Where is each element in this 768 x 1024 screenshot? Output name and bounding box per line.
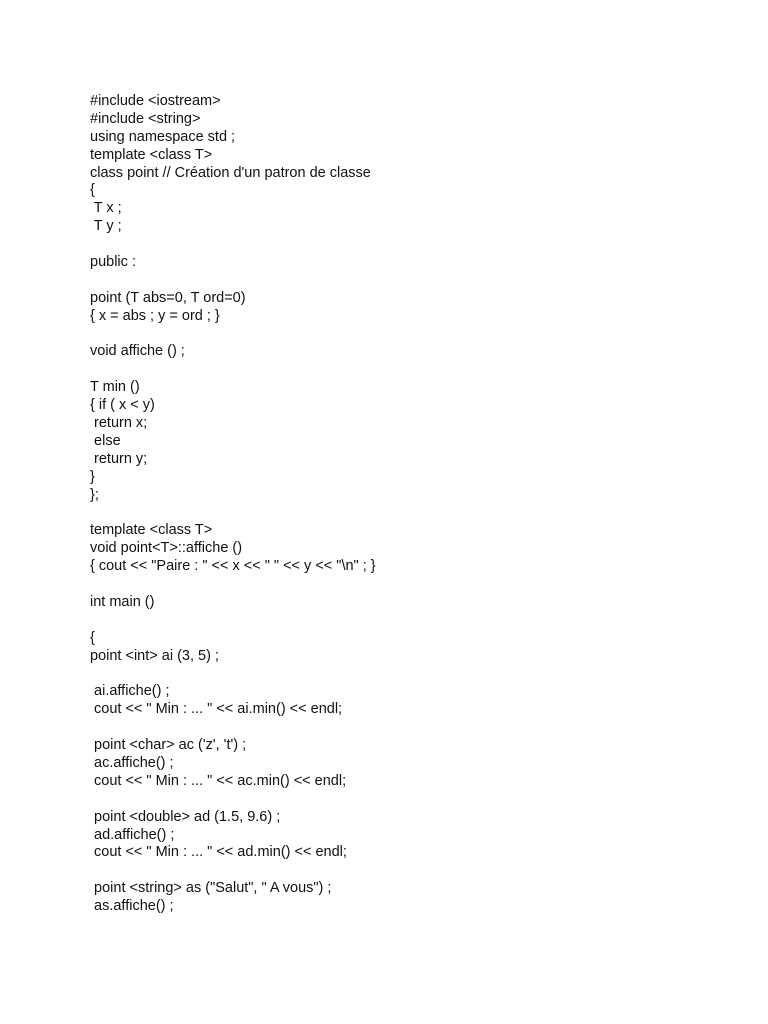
code-line: point <double> ad (1.5, 9.6) ; [90,808,281,825]
blank-line [90,576,376,594]
blank-line [90,326,376,344]
code-line: { [90,182,95,199]
code-line: public : [90,254,136,271]
code-line: #include <iostream> [90,93,221,109]
blank-line [90,272,376,290]
blank-line [90,612,376,630]
code-line: point <string> as ("Salut", " A vous") ; [90,880,332,897]
code-line: template <class T> [90,146,213,163]
blank-line [90,719,376,737]
code-line: ad.affiche() ; [90,826,175,843]
code-line: }; [90,486,99,503]
code-line: #include <string> [90,110,201,127]
blank-line [90,666,376,684]
code-line: { if ( x < y) [90,397,155,414]
blank-line [90,862,376,880]
code-line: point <int> ai (3, 5) ; [90,647,219,664]
code-line: T y ; [90,218,122,235]
blank-line [90,236,376,254]
code-line: void point<T>::affiche () [90,540,243,557]
code-line: { x = abs ; y = ord ; } [90,307,220,324]
code-line: cout << " Min : ... " << ac.min() << endl; [90,772,347,789]
code-line: as.affiche() ; [90,898,174,915]
code-line: class point // Création d'un patron de classe [90,164,371,181]
code-line: T min () [90,379,140,396]
code-line: cout << " Min : ... " << ai.min() << endl; [90,701,343,718]
code-line: template <class T> [90,522,213,539]
code-listing [90,93,376,916]
blank-line [90,504,376,522]
code-line: ai.affiche() ; [90,683,170,700]
code-line: cout << " Min : ... " << ad.min() << endl; [90,844,347,861]
code-line: void affiche () ; [90,343,185,360]
code-line: T x ; [90,200,122,217]
code-line: return x; [90,415,148,432]
code-line: { [90,629,95,646]
code-line: using namespace std ; [90,128,236,145]
code-line: } [90,468,95,485]
code-line: point (T abs=0, T ord=0) [90,289,246,306]
blank-line [90,791,376,809]
blank-line [90,361,376,379]
code-line: { cout << "Paire : " << x << " " << y << "\n" ; } [90,558,376,575]
code-line: point <char> ac ('z', 't') ; [90,737,247,754]
code-line: ac.affiche() ; [90,754,174,771]
code-line: int main () [90,593,155,610]
code-line: else [90,432,121,449]
code-line: return y; [90,450,148,467]
